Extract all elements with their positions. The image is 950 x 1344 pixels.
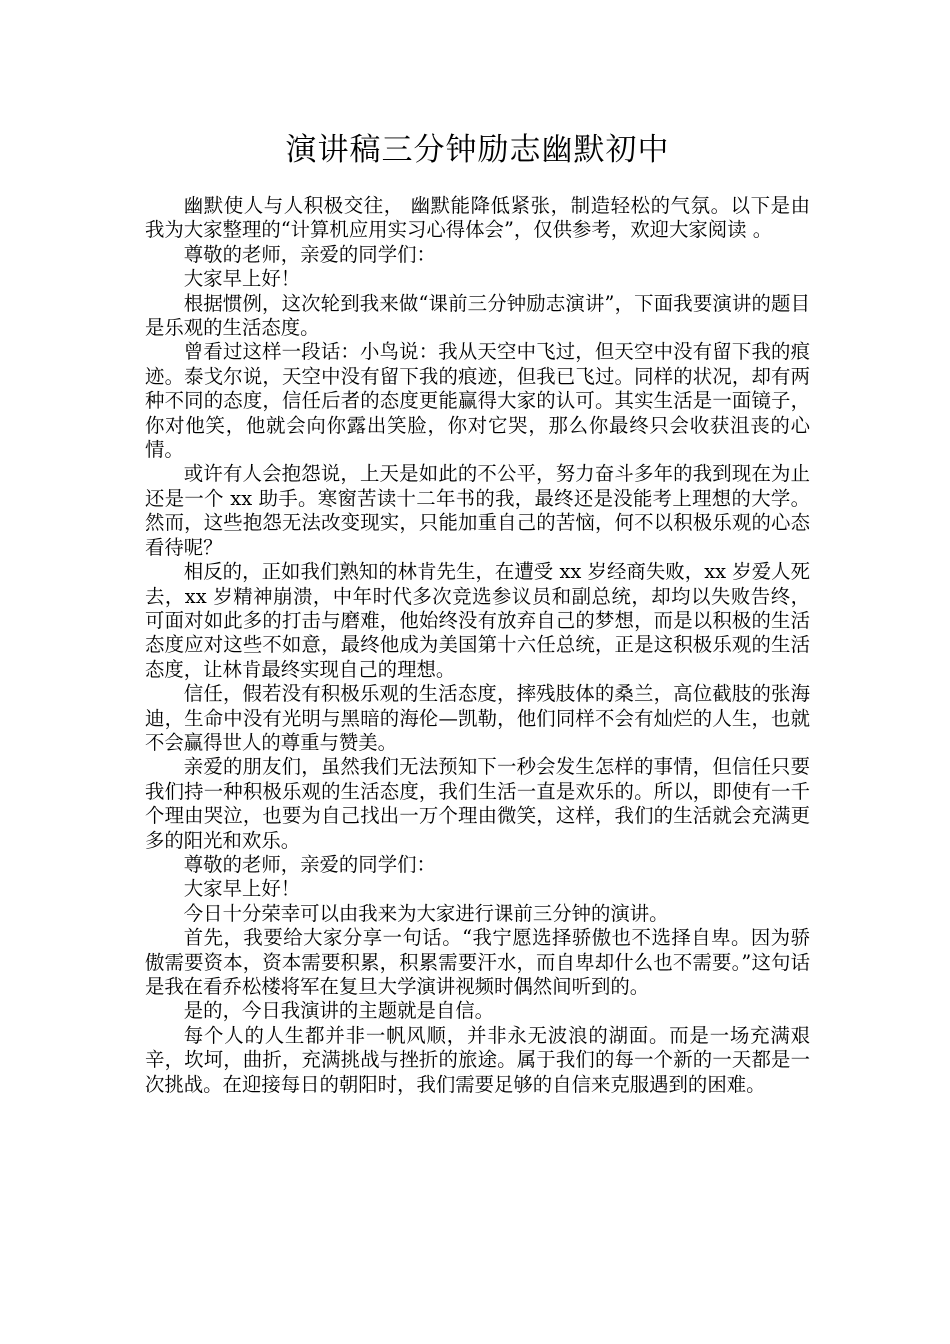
paragraph: 大家早上好！: [183, 877, 301, 901]
paragraph: 幽默使人与人积极交往， 幽默能降低紧张，制造轻松的气氛。以下是由我为大家整理的“计算机应用实习心得体会”，仅供参考，欢迎大家阅读 。: [145, 194, 810, 242]
paragraph: 亲爱的朋友们，虽然我们无法预知下一秒会发生怎样的事情，但信任只要我们持一种积极乐观的生活态度，我们生活一直是欢乐的。所以，即使有一千个理由哭泣，也要为自己找出一万个理由微笑，这样，我们的生活就会充满更多的阳光和欢乐。: [145, 755, 810, 852]
paragraph: 每个人的人生都并非一帆风顺，并非永无波浪的湖面。而是一场充满艰辛，坎坷，曲折，充满挑战与挫折的旅途。属于我们的每一个新的一天都是一次挑战。在迎接每日的朝阳时，我们需要足够的自信来克服遇到的困难。: [145, 1023, 810, 1096]
paragraph: 信任，假若没有积极乐观的生活态度，摔残肢体的桑兰，高位截肢的张海迪，生命中没有光明与黑暗的海伦—凯勒，他们同样不会有灿烂的人生，也就不会赢得世人的尊重与赞美。: [145, 682, 810, 754]
paragraph: 首先，我要给大家分享一句话。“我宁愿选择骄傲也不选择自卑。因为骄傲需要资本，资本需要积累，积累需要汗水，而自卑却什么也不需要。”这句话是我在看乔松楼将军在复旦大学演讲视频时偶然间听到的。: [145, 926, 810, 998]
paragraph: 今日十分荣幸可以由我来为大家进行课前三分钟的演讲。: [183, 901, 669, 925]
paragraph: 尊敬的老师，亲爱的同学们：: [183, 852, 436, 876]
paragraph: 大家早上好！: [183, 267, 301, 291]
paragraph: 尊敬的老师，亲爱的同学们：: [183, 242, 436, 266]
paragraph: 或许有人会抱怨说，上天是如此的不公平，努力奋斗多年的我到现在为止还是一个 xx 助手。寒窗苦读十二年书的我，最终还是没能考上理想的大学。然而，这些抱怨无法改变现实，只能加重自己的苦恼，何不以积极乐观的心态看待呢？: [145, 462, 810, 559]
paragraph: 曾看过这样一段话：小鸟说：我从天空中飞过，但天空中没有留下我的痕迹。泰戈尔说，天空中没有留下我的痕迹，但我已飞过。同样的状况，却有两种不同的态度，信任后者的态度更能赢得大家的认可。其实生活是一面镜子，你对他笑，他就会向你露出笑脸，你对它哭，那么你最终只会收获沮丧的心情。: [145, 340, 810, 462]
document-title: 演讲稿三分钟励志幽默初中: [285, 132, 670, 168]
paragraph: 根据惯例，这次轮到我来做“课前三分钟励志演讲”，下面我要演讲的题目是乐观的生活态度。: [145, 291, 810, 340]
paragraph: 是的，今日我演讲的主题就是自信。: [183, 999, 495, 1023]
paragraph: 相反的，正如我们熟知的林肯先生，在遭受 xx 岁经商失败，xx 岁爱人死去，xx 岁精神崩溃，中年时代多次竞选参议员和副总统，却均以失败告终，可面对如此多的打击与磨难，他始终没有放弃自己的梦想，而是以积极的生活态度应对这些不如意，最终他成为美国第十六任总统，正是这积极乐观的生活态度，让林肯最终实现自己的理想。: [145, 560, 810, 681]
document-body: [145, 194, 810, 1097]
